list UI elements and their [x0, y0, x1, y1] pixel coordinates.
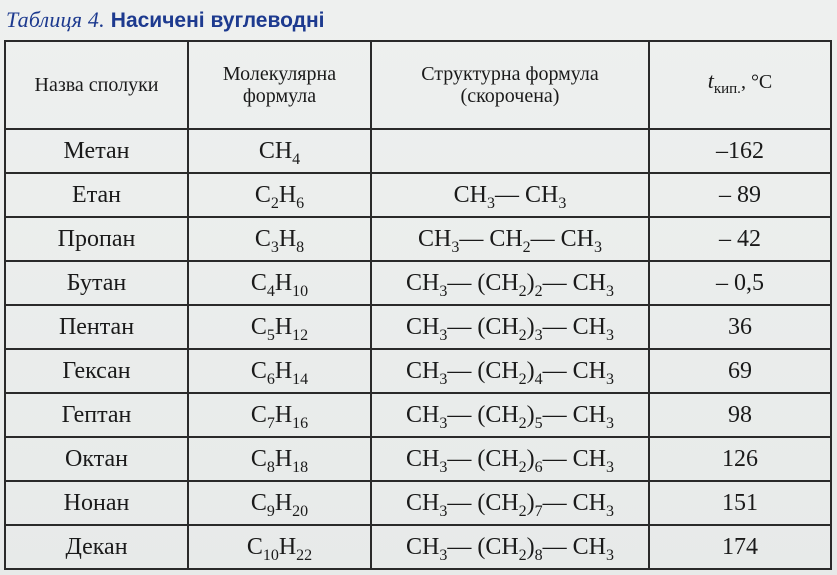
header-name-label: Назва сполуки: [34, 74, 159, 96]
structural-formula-subscript: 3: [558, 194, 567, 212]
structural-formula: [371, 525, 649, 569]
structural-formula-subscript: 3: [439, 502, 448, 520]
structural-formula: [371, 261, 649, 305]
molecular-formula: [188, 437, 371, 481]
structural-formula-part: CH: [405, 401, 440, 428]
structural-formula-part: CH: [405, 533, 440, 560]
molecular-formula-part: C: [250, 357, 267, 384]
molecular-formula-subscript: 7: [266, 414, 275, 432]
boiling-point: 98: [649, 393, 831, 437]
molecular-formula-subscript: 22: [296, 546, 313, 564]
compound-name: Етан: [5, 173, 188, 217]
molecular-formula-part: H: [274, 357, 293, 384]
structural-formula-subscript: 3: [606, 370, 615, 388]
structural-formula-part: CH: [453, 181, 487, 208]
molecular-formula-subscript: 9: [266, 502, 275, 520]
header-molecular-line2: формула: [242, 85, 317, 107]
molecular-formula-subscript: 18: [292, 458, 309, 476]
header-molecular: [188, 41, 371, 129]
header-row: [5, 41, 831, 129]
structural-formula-subscript: 5: [534, 414, 543, 432]
table-row: [5, 305, 831, 349]
boiling-point: – 42: [649, 217, 831, 261]
structural-formula: [371, 173, 649, 217]
molecular-formula-part: H: [274, 269, 293, 296]
molecular-formula-subscript: 2: [270, 194, 279, 212]
compound-name: Гептан: [5, 393, 188, 437]
molecular-formula-part: H: [274, 489, 293, 516]
compound-name: Бутан: [5, 261, 188, 305]
structural-formula-part: ): [526, 313, 535, 340]
header-boiling-unit: , °C: [740, 71, 773, 93]
structural-formula-subscript: 2: [518, 502, 527, 520]
structural-formula-part: CH: [405, 357, 440, 384]
table-row: [5, 349, 831, 393]
header-structural-line2: (скорочена): [460, 85, 560, 107]
molecular-formula-subscript: 20: [292, 502, 309, 520]
structural-formula-subscript: 3: [439, 414, 448, 432]
molecular-formula-part: C: [258, 137, 275, 164]
molecular-formula-part: C: [250, 269, 267, 296]
structural-formula-subscript: 3: [606, 414, 615, 432]
boiling-point: – 89: [649, 173, 831, 217]
table-row: [5, 393, 831, 437]
molecular-formula: [188, 217, 371, 261]
molecular-formula-subscript: 4: [292, 150, 301, 168]
molecular-formula: [188, 481, 371, 525]
compound-name: Октан: [5, 437, 188, 481]
caption-title: Насичені вуглеводні: [110, 9, 325, 32]
structural-formula-part: — (CH: [447, 533, 519, 560]
structural-formula-part: — CH: [542, 445, 607, 472]
structural-formula-part: — CH: [542, 357, 607, 384]
structural-formula-subscript: 3: [451, 238, 460, 256]
structural-formula-part: — CH: [542, 401, 607, 428]
molecular-formula-part: C: [250, 489, 267, 516]
structural-formula-subscript: 3: [534, 326, 543, 344]
caption-label: Таблиця 4.: [6, 7, 105, 32]
molecular-formula-part: H: [278, 181, 297, 208]
molecular-formula-part: C: [250, 401, 267, 428]
molecular-formula-part: C: [254, 225, 271, 252]
structural-formula-subscript: 2: [522, 238, 531, 256]
structural-formula-subscript: 7: [534, 502, 543, 520]
molecular-formula-subscript: 5: [266, 326, 275, 344]
table-row: [5, 437, 831, 481]
table-row: [5, 217, 831, 261]
structural-formula-subscript: 3: [606, 282, 615, 300]
molecular-formula: [188, 305, 371, 349]
molecular-formula-subscript: 16: [292, 414, 309, 432]
molecular-formula-subscript: 6: [266, 370, 275, 388]
compound-name: Нонан: [5, 481, 188, 525]
structural-formula-part: CH: [405, 445, 440, 472]
molecular-formula-subscript: 6: [296, 194, 305, 212]
compound-name: Пропан: [5, 217, 188, 261]
molecular-formula-subscript: 10: [262, 546, 279, 564]
structural-formula-part: — (CH: [447, 269, 519, 296]
structural-formula-subscript: 3: [487, 194, 495, 212]
structural-formula-part: — CH: [542, 489, 607, 516]
molecular-formula-part: C: [250, 313, 267, 340]
structural-formula-part: CH: [417, 225, 452, 252]
structural-formula-part: ): [526, 533, 535, 560]
structural-formula: [371, 305, 649, 349]
header-molecular-line1: Молекулярна: [222, 63, 337, 85]
header-boiling-point: [649, 41, 831, 129]
molecular-formula: [188, 349, 371, 393]
alkanes-table: [4, 40, 832, 570]
structural-formula-subscript: 2: [518, 458, 527, 476]
structural-formula-subscript: 4: [534, 370, 543, 388]
structural-formula-subscript: 6: [534, 458, 543, 476]
structural-formula-part: ): [526, 489, 535, 516]
molecular-formula-subscript: 12: [292, 326, 309, 344]
structural-formula-part: ): [526, 269, 535, 296]
structural-formula-part: — (CH: [447, 445, 519, 472]
header-boiling-subscript: кип.: [713, 81, 741, 97]
molecular-formula-part: H: [274, 445, 293, 472]
structural-formula-subscript: 3: [439, 370, 448, 388]
molecular-formula: [188, 393, 371, 437]
structural-formula-part: — (CH: [447, 357, 519, 384]
molecular-formula-subscript: 3: [270, 238, 279, 256]
structural-formula: [371, 217, 649, 261]
structural-formula-subscript: 2: [518, 546, 527, 564]
boiling-point: – 0,5: [649, 261, 831, 305]
structural-formula: [371, 437, 649, 481]
structural-formula-part: ): [526, 401, 535, 428]
structural-formula-subscript: 3: [439, 326, 448, 344]
molecular-formula: [188, 525, 371, 569]
structural-formula-subscript: 3: [606, 502, 615, 520]
compound-name: Гексан: [5, 349, 188, 393]
structural-formula-subscript: 8: [534, 546, 543, 564]
molecular-formula-part: H: [274, 401, 293, 428]
structural-formula-subscript: 3: [606, 546, 615, 564]
molecular-formula: [188, 261, 371, 305]
structural-formula-part: CH: [405, 269, 440, 296]
table-row: [5, 129, 831, 173]
molecular-formula-subscript: 8: [266, 458, 275, 476]
structural-formula-subscript: 3: [439, 546, 448, 564]
molecular-formula-part: H: [278, 533, 297, 560]
structural-formula-part: CH: [405, 313, 440, 340]
molecular-formula-part: H: [278, 225, 297, 252]
boiling-point: 151: [649, 481, 831, 525]
structural-formula-part: — CH: [542, 269, 607, 296]
structural-formula-subscript: 2: [518, 326, 527, 344]
structural-formula-part: ): [526, 445, 535, 472]
structural-formula-part: — CH: [495, 181, 559, 208]
header-structural-line1: Структурна формула: [421, 63, 599, 85]
molecular-formula-subscript: 4: [266, 282, 275, 300]
structural-formula-subscript: 3: [594, 238, 603, 256]
boiling-point: –162: [649, 129, 831, 173]
structural-formula-part: CH: [405, 489, 440, 516]
boiling-point: 69: [649, 349, 831, 393]
structural-formula-subscript: 3: [439, 458, 448, 476]
header-name: [5, 41, 188, 129]
structural-formula-subscript: 3: [439, 282, 448, 300]
structural-formula-subscript: 2: [534, 282, 543, 300]
molecular-formula-subscript: 10: [292, 282, 309, 300]
header-structural: [371, 41, 649, 129]
molecular-formula-part: C: [250, 445, 267, 472]
molecular-formula-part: H: [274, 313, 293, 340]
molecular-formula-subscript: 14: [292, 370, 309, 388]
table-body: [5, 129, 831, 569]
structural-formula-part: — CH: [542, 533, 607, 560]
structural-formula: [371, 129, 649, 173]
table-caption: [6, 6, 325, 35]
structural-formula-subscript: 2: [518, 282, 527, 300]
molecular-formula-part: H: [274, 137, 293, 164]
structural-formula-part: — CH: [542, 313, 607, 340]
structural-formula-part: — (CH: [447, 489, 519, 516]
boiling-point: 126: [649, 437, 831, 481]
compound-name: Пентан: [5, 305, 188, 349]
molecular-formula-subscript: 8: [296, 238, 305, 256]
molecular-formula-part: C: [246, 533, 263, 560]
structural-formula-part: — (CH: [447, 313, 519, 340]
structural-formula-part: — CH: [459, 225, 523, 252]
table-row: [5, 173, 831, 217]
compound-name: Метан: [5, 129, 188, 173]
table-row: [5, 481, 831, 525]
structural-formula-subscript: 2: [518, 370, 527, 388]
structural-formula: [371, 481, 649, 525]
structural-formula: [371, 393, 649, 437]
structural-formula-part: — (CH: [447, 401, 519, 428]
table-row: [5, 261, 831, 305]
structural-formula-part: ): [526, 357, 535, 384]
table-row: [5, 525, 831, 569]
boiling-point: 36: [649, 305, 831, 349]
structural-formula: [371, 349, 649, 393]
compound-name: Декан: [5, 525, 188, 569]
structural-formula-subscript: 2: [518, 414, 527, 432]
boiling-point: 174: [649, 525, 831, 569]
molecular-formula-part: C: [254, 181, 271, 208]
structural-formula-subscript: 3: [606, 326, 615, 344]
structural-formula-part: — CH: [530, 225, 595, 252]
header-boiling-symbol: t: [707, 68, 714, 93]
molecular-formula: [188, 173, 371, 217]
molecular-formula: [188, 129, 371, 173]
structural-formula-subscript: 3: [606, 458, 615, 476]
